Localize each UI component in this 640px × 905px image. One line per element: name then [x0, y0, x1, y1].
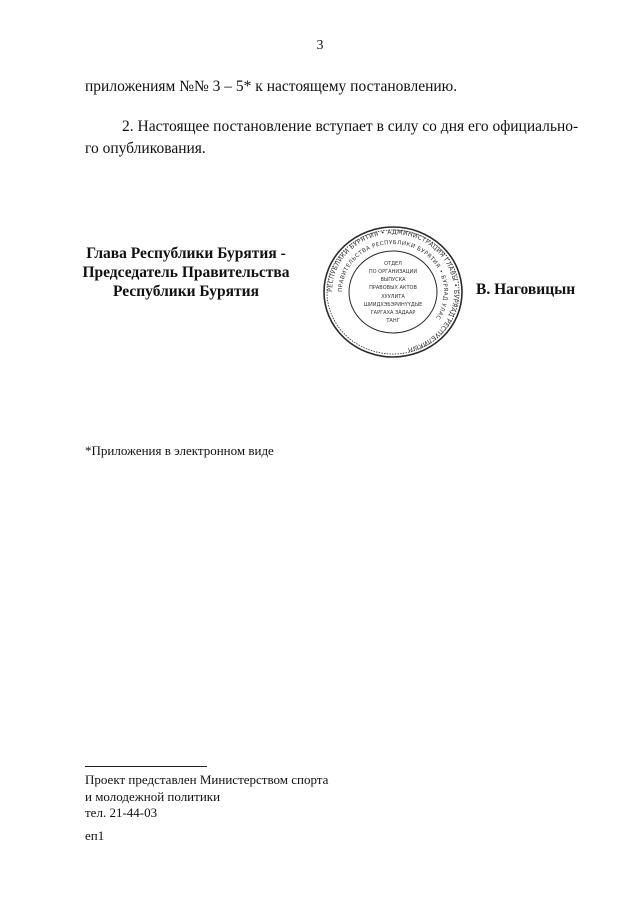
stamp-outer-ring-text: РЕСПУБЛИКИ БУРЯТИЯ • АДМИНИСТРАЦИЯ ГЛАВЫ • БУРЯАД РЕСПУБЛИКЫН: [326, 228, 460, 354]
footer-line-1: Проект представлен Министерством спорта: [85, 772, 329, 787]
stamp-center-line: ГАРГАХА ЗАДААР: [370, 310, 416, 316]
stamp-center-line: ХУУЛИТА: [381, 294, 405, 300]
page-number: 3: [316, 38, 324, 53]
official-stamp: [318, 225, 468, 360]
signer-title: [80, 244, 292, 301]
stamp-center-line: ОТДЕЛ: [384, 261, 402, 267]
stamp-center-line: ТАНГ: [386, 318, 400, 324]
signer-title-line-3: Республики Бурятия: [113, 283, 259, 300]
stamp-inner-ring-text: ПРАВИТЕЛЬСТВА РЕСПУБЛИКИ БУРЯТИЯ • БУРЯАД УЛАС: [337, 239, 449, 321]
signer-title-line-1: Глава Республики Бурятия -: [86, 245, 286, 262]
footer-divider: [85, 766, 207, 767]
stamp-center-line: ШИИДХЭБЭРИНҮҮДЫЕ: [363, 302, 423, 308]
signer-name: В. Наговицын: [476, 281, 576, 298]
footer-phone: тел. 21-44-03: [85, 805, 158, 820]
footer-line-2: и молодежной политики: [85, 788, 221, 804]
stamp-center-line: ПО ОРГАНИЗАЦИИ: [368, 269, 418, 275]
body-paragraph-2-line-2: го опубликования.: [85, 140, 206, 157]
body-paragraph-1: приложениям №№ 3 – 5* к настоящему постановлению.: [85, 78, 458, 95]
stamp-outer-border: [324, 227, 462, 357]
body-paragraph-2: [85, 116, 579, 160]
footer-code: еп1: [85, 828, 105, 843]
svg-text:РЕСПУБЛИКИ БУРЯТИЯ • АДМИНИСТР: [327, 229, 459, 353]
footer-contact: [85, 772, 328, 822]
footnote-electronic-appendices: *Приложения в электронном виде: [85, 443, 274, 458]
body-paragraph-2-line-1: 2. Настоящее постановление вступает в силу со дня его официально-: [122, 118, 579, 135]
stamp-center-line: ВЫПУСКА: [380, 277, 406, 283]
stamp-center-line: ПРАВОВЫХ АКТОВ: [369, 285, 417, 291]
signer-title-line-2: Председатель Правительства: [82, 264, 290, 281]
